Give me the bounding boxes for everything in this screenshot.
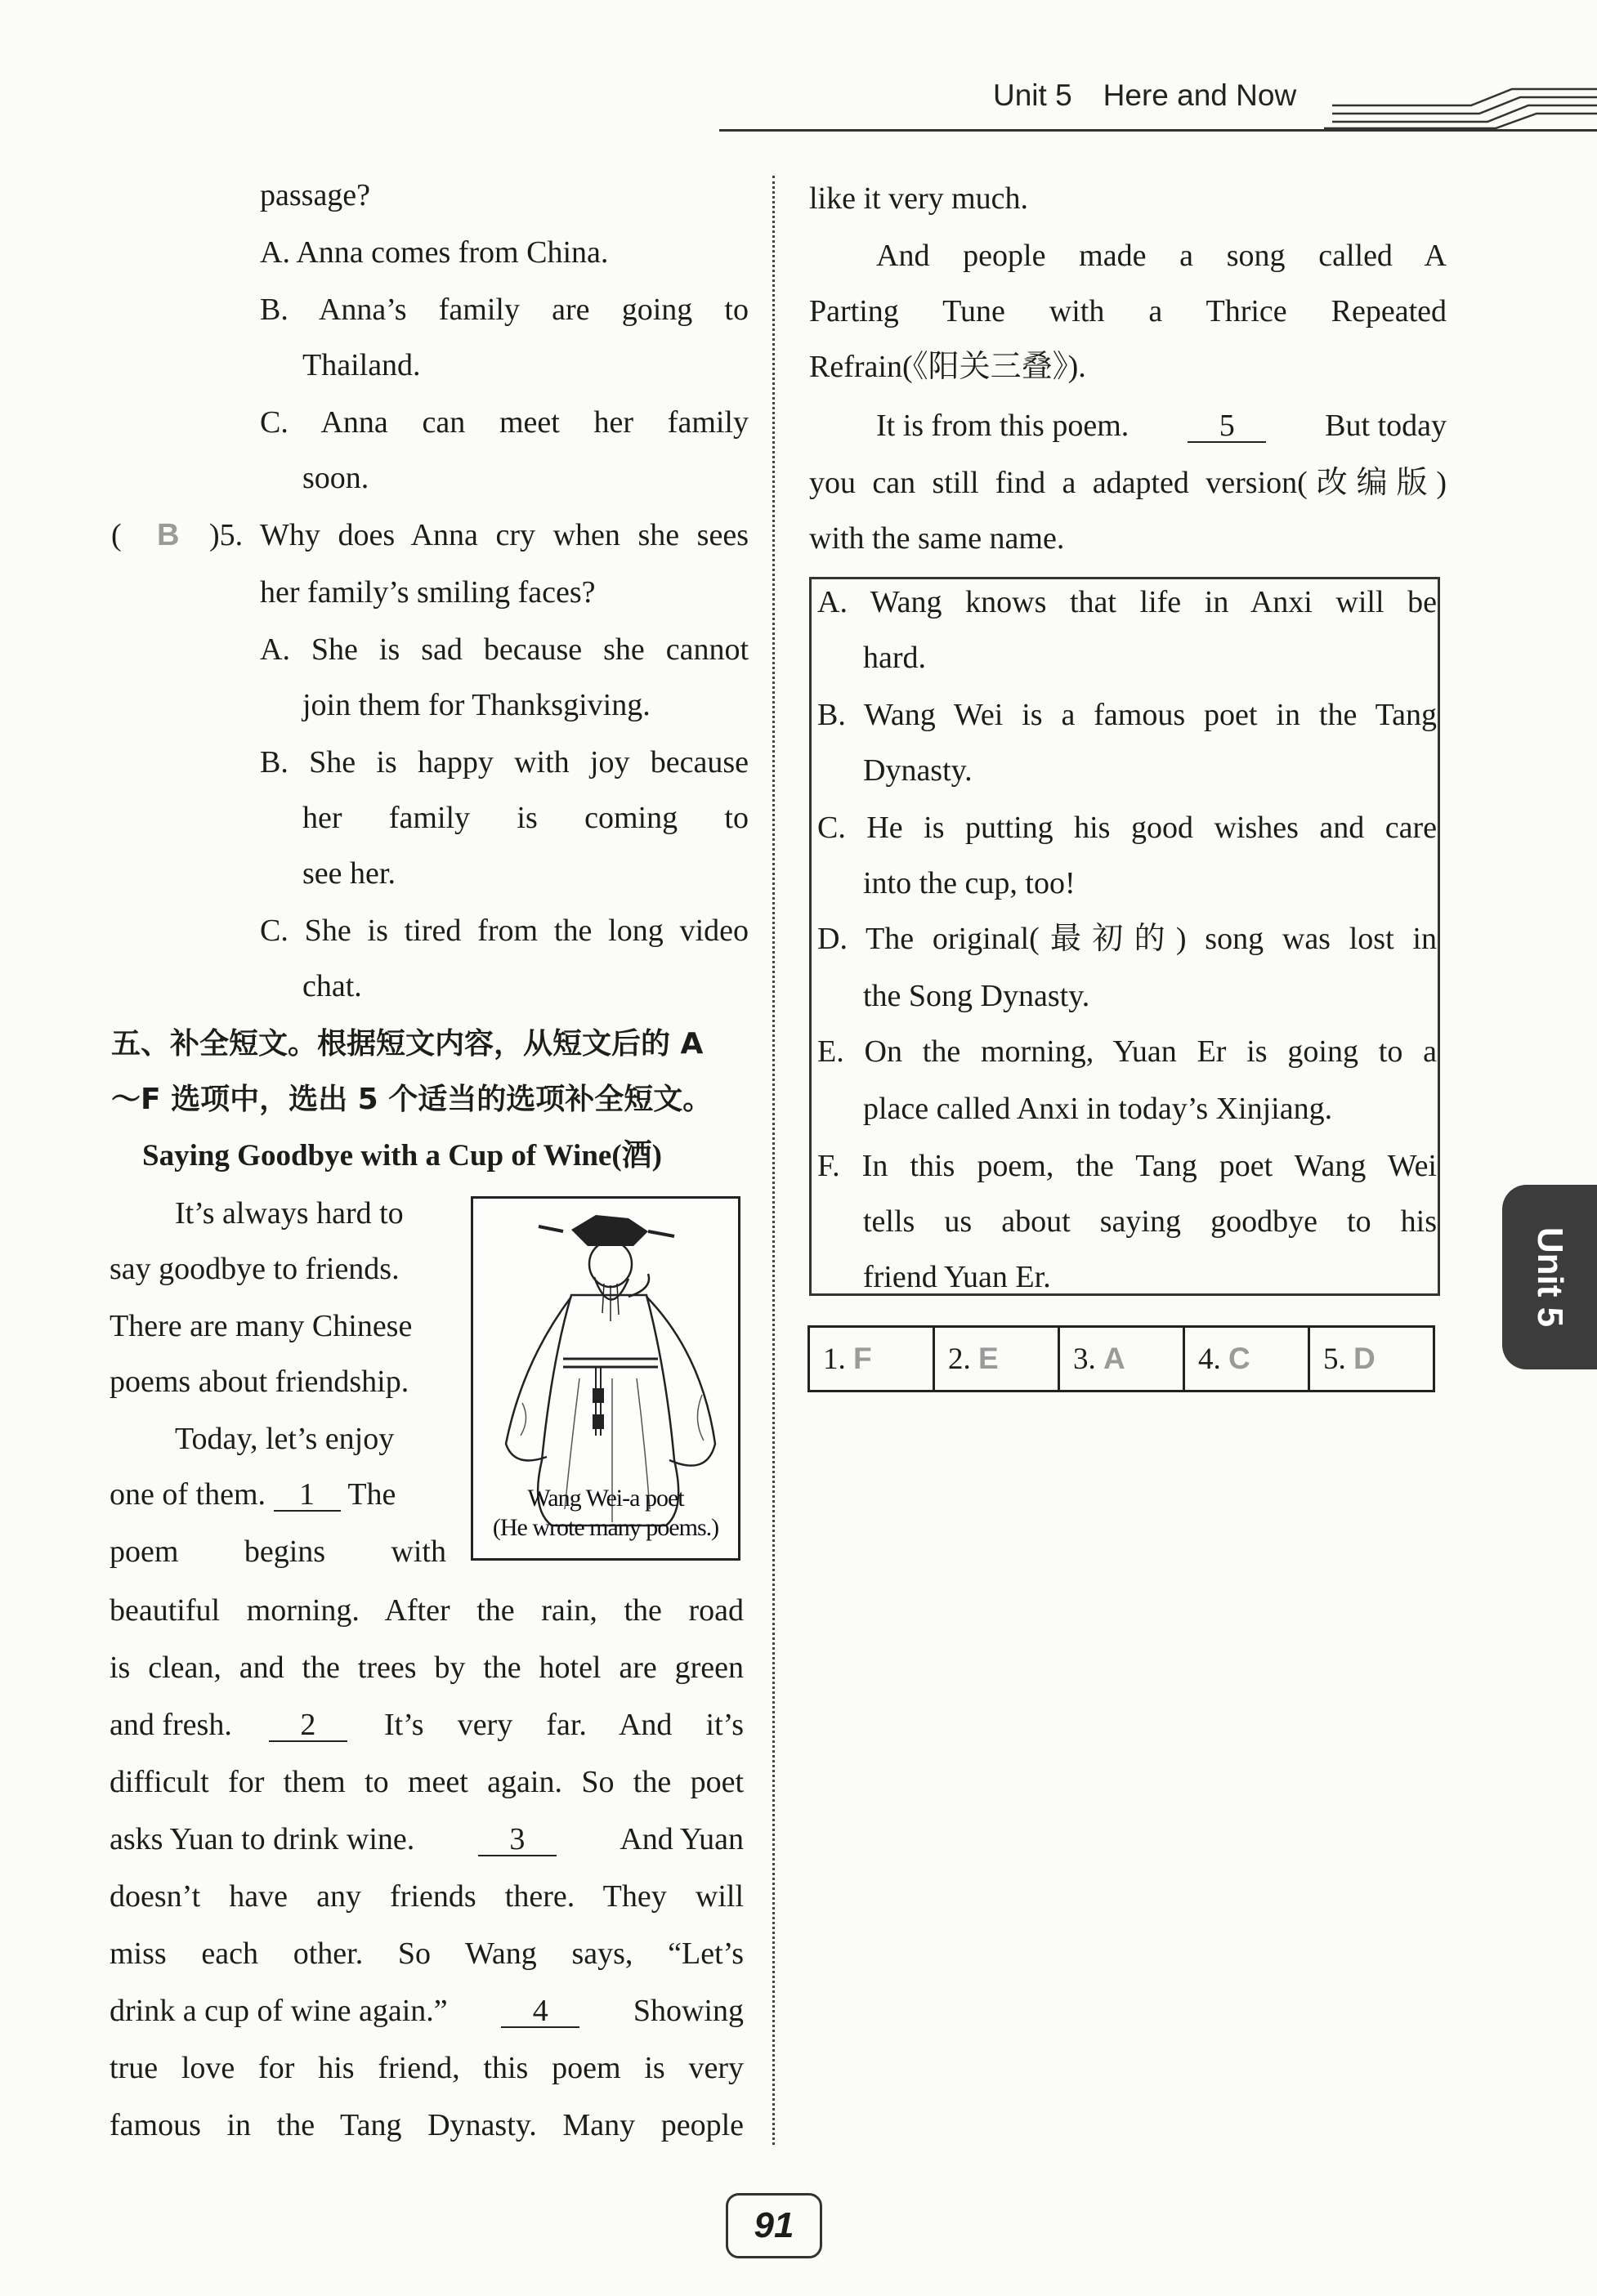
answer-number: 1. (823, 1342, 846, 1376)
q5-option-c: C. She is tired from the long video (260, 913, 749, 948)
passage-line (110, 1824, 744, 1856)
wang-wei-figure (471, 1196, 740, 1561)
passage-line: difficult for them to meet again. So the poet (110, 1765, 744, 1799)
q5-option-b: B. She is happy with joy because (260, 745, 749, 779)
header-topic: Here and Now (1103, 78, 1297, 112)
passage-text: one of them. (110, 1477, 266, 1512)
passage-line (110, 1995, 744, 2028)
blank-5: 5 (1188, 410, 1266, 443)
q4-option-c: C. Anna can meet her family (260, 405, 749, 440)
answer-number: 4. (1198, 1342, 1221, 1376)
passage-line: miss each other. So Wang says, “Let’s (110, 1936, 744, 1971)
q4-option-a: A. Anna comes from China. (260, 235, 609, 270)
passage-line: like it very much. (809, 181, 1029, 216)
answer-table (807, 1325, 1435, 1392)
passage-line: doesn’t have any friends there. They will (110, 1879, 744, 1914)
header-decoration-icon (1324, 78, 1597, 135)
passage-line: Parting Tune with a Thrice Repeated (809, 294, 1447, 328)
q5-stem: )5. Why does Anna cry when she sees (209, 518, 749, 552)
passage-text: But today (1325, 409, 1447, 443)
option-b-cont: Dynasty. (863, 753, 973, 788)
passage-line: beautiful morning. After the rain, the road (110, 1593, 744, 1628)
passage-line: famous in the Tang Dynasty. Many people (110, 2108, 744, 2142)
option-a: A. Wang knows that life in Anxi will be (817, 585, 1437, 619)
passage-text: The (347, 1477, 396, 1512)
q4-option-b-cont: Thailand. (302, 348, 421, 382)
option-d: D. The original(最初的) song was lost in (817, 922, 1437, 956)
answer-number: 5. (1323, 1342, 1346, 1376)
q5-stem-cont: her family’s smiling faces? (260, 575, 596, 610)
passage-line (110, 1479, 396, 1512)
answer-letter: D (1353, 1342, 1376, 1375)
passage-line: true love for his friend, this poem is very (110, 2051, 744, 2085)
passage-text: It is from this poem. (876, 409, 1130, 443)
header-rule (719, 129, 1597, 132)
answer-letter: E (978, 1342, 999, 1375)
option-e-cont: place called Anxi in today’s Xinjiang. (863, 1092, 1333, 1126)
q5-paren-open: ( (111, 518, 122, 552)
passage-text: drink a cup of wine again.” (110, 1994, 448, 2028)
option-c: C. He is putting his good wishes and care (817, 811, 1437, 845)
section-heading: 五、补全短文。根据短文内容，从短文后的 A (111, 1027, 704, 1061)
page-header (0, 0, 1597, 139)
passage-line: Today, let’s enjoy (175, 1422, 395, 1456)
passage-text: Showing (633, 1994, 744, 2028)
passage-line (110, 1709, 744, 1742)
passage-line: poem begins with (110, 1534, 446, 1569)
option-f-cont2: friend Yuan Er. (863, 1260, 1051, 1294)
option-b: B. Wang Wei is a famous poet in the Tang (817, 698, 1437, 732)
answer-cell (810, 1328, 935, 1390)
side-tab-label: Unit 5 (1530, 1226, 1570, 1328)
blank-1: 1 (274, 1479, 341, 1512)
answer-number: 2. (948, 1342, 971, 1376)
passage-line: There are many Chinese (110, 1309, 413, 1343)
passage-line: It’s always hard to (175, 1196, 404, 1231)
option-a-cont: hard. (863, 641, 927, 675)
figure-caption-cont: (He wrote many poems.) (492, 1514, 719, 1541)
passage-line: poems about friendship. (110, 1365, 409, 1399)
answer-cell (1310, 1328, 1433, 1390)
q4-option-b: B. Anna’s family are going to (260, 293, 749, 327)
option-f-cont: tells us about saying goodbye to his (863, 1204, 1437, 1239)
passage-title: Saying Goodbye with a Cup of Wine(酒) (142, 1139, 662, 1173)
q5-option-a: A. She is sad because she cannot (260, 632, 749, 667)
answer-cell (1185, 1328, 1310, 1390)
passage-line (876, 410, 1447, 443)
answer-letter: A (1103, 1342, 1125, 1375)
q4-stem-end: passage? (260, 178, 371, 212)
column-divider (772, 176, 775, 2145)
answer-cell (935, 1328, 1060, 1390)
passage-text: and fresh. (110, 1708, 232, 1742)
q5-option-b-cont2: see her. (302, 856, 396, 891)
page-number: 91 (726, 2193, 822, 2258)
figure-caption: Wang Wei-a poet (527, 1485, 684, 1512)
passage-line: with the same name. (809, 521, 1065, 556)
blank-3: 3 (478, 1824, 557, 1856)
q5-answer: B (157, 518, 180, 552)
passage-line: you can still find a adapted version(改编版) (809, 466, 1447, 500)
option-c-cont: into the cup, too! (863, 866, 1076, 900)
blank-2: 2 (269, 1709, 347, 1742)
q4-option-c-cont: soon. (302, 461, 369, 495)
header-title (993, 78, 1296, 113)
option-e: E. On the morning, Yuan Er is going to a (817, 1034, 1437, 1069)
passage-line: is clean, and the trees by the hotel are green (110, 1651, 744, 1685)
option-f: F. In this poem, the Tang poet Wang Wei (817, 1149, 1437, 1183)
passage-line: And people made a song called A (876, 239, 1447, 273)
unit-side-tab (1502, 1185, 1597, 1369)
passage-line: say goodbye to friends. (110, 1252, 400, 1286)
answer-letter: F (853, 1342, 872, 1375)
section-heading-cont: ～F 选项中，选出 5 个适当的选项补全短文。 (111, 1083, 713, 1116)
q5-option-a-cont: join them for Thanksgiving. (302, 688, 651, 722)
answer-number: 3. (1073, 1342, 1096, 1376)
answer-cell (1060, 1328, 1185, 1390)
q5-option-b-cont: her family is coming to (302, 801, 749, 835)
option-d-cont: the Song Dynasty. (863, 979, 1090, 1013)
answer-letter: C (1228, 1342, 1250, 1375)
passage-text: And Yuan (620, 1822, 744, 1856)
passage-line: Refrain(《阳关三叠》). (809, 350, 1086, 384)
passage-text: asks Yuan to drink wine. (110, 1822, 415, 1856)
passage-text: It’s very far. And it’s (384, 1708, 744, 1742)
header-unit: Unit 5 (993, 78, 1072, 112)
blank-4: 4 (501, 1995, 579, 2028)
q5-option-c-cont: chat. (302, 969, 362, 1003)
